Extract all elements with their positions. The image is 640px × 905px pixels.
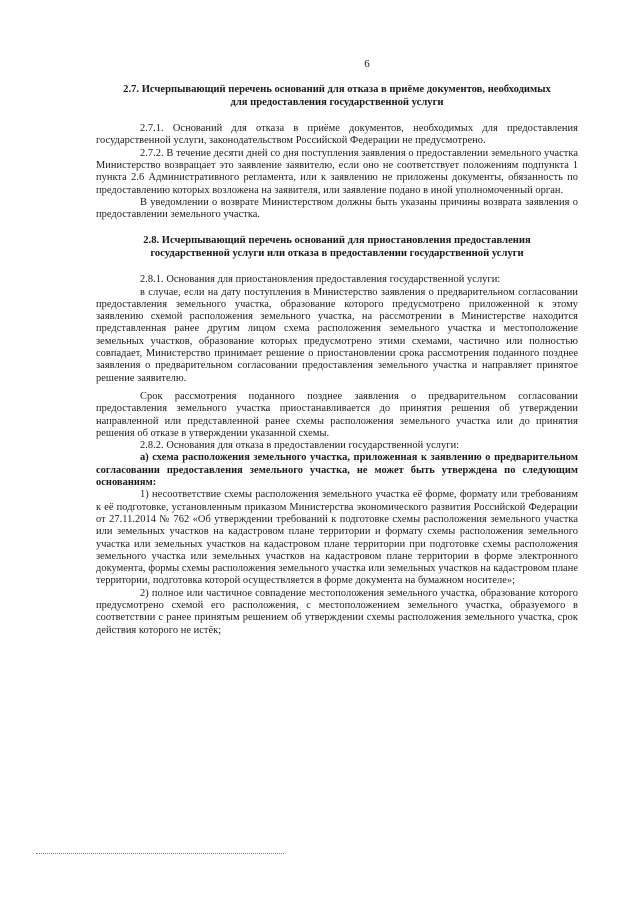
- paragraph-2-7-2: 2.7.2. В течение десяти дней со дня поступления заявления о предоставлении земельного участка Министерство возвращает это заявление заявителю, если оно не соответствует положениям подпункта 1 пункта 2.6 Административного регламента, или к заявлению не приложены документы, обязанность по предоставлению которых возложена на заявителя, или заявление подано в иной уполномоченный орган.: [96, 147, 578, 196]
- paragraph-2-8-2: 2.8.2. Основания для отказа в предоставлении государственной услуги:: [140, 440, 460, 452]
- footer-rule: [36, 853, 284, 854]
- paragraph-item-1: 1) несоответствие схемы расположения земельного участка её форме, формату или требованиям к её подготовке, установленным приказом Министерства экономического развития Российской Федерации от 27.11.2014 № 762 «Об утверждении требований к подготовке схемы расположения земельного участка или земельных участков на кадастровом плане территории и формату схемы расположения земельного участка или земельных участков на кадастровом плане территории при подготовке схемы расположения земельного участка или земельных участков на кадастровом плане территории в форме электронного документа, формы схемы расположения земельного участка или земельных участков на кадастровом плане территории, подготовка которой осуществляется в форме документа на бумажном носителе»;: [96, 489, 578, 587]
- paragraph-return-notice: В уведомлении о возврате Министерством должны быть указаны причины возврата заявления о предоставлении земельного участка.: [96, 196, 578, 221]
- paragraph-2-8-1: 2.8.1. Основания для приостановления предоставления государственной услуги:: [140, 274, 501, 286]
- paragraph-suspension-case: в случае, если на дату поступления в Министерство заявления о предварительном согласовании предоставления земельного участка, образование которого предусмотрено приложенной к этому заявлению схемой расположения земельного участка, на рассмотрении в Министерстве находится представленная ранее другим лицом схема расположения земельного участка и местоположение земельных участков, образование которых предусмотрено этими схемами, частично или полностью совпадает, Министерство принимает решение о приостановлении срока рассмотрения поданного позднее заявления о предварительном согласовании предоставления земельного участка и направляет принятое решение заявителю.: [96, 286, 578, 384]
- paragraph-item-2: 2) полное или частичное совпадение местоположения земельного участка, образование которого предусмотрено схемой его расположения, с местоположением земельного участка, образуемого в соответствии с ранее принятым решением об утверждении схемы расположения земельного участка, срок действия которого не истёк;: [96, 587, 578, 636]
- paragraph-suspension-term: Срок рассмотрения поданного позднее заявления о предварительном согласовании предоставления земельного участка приостанавливается до принятия решения об утверждении направленной или представленной ранее схемы расположения земельного участка или до принятия решения об отказе в утверждении указанной схемы.: [96, 390, 578, 439]
- section-2-8-heading: 2.8. Исчерпывающий перечень оснований для приостановления предоставления государственной услуги или отказа в предоставлении государственной услуги: [143, 235, 531, 259]
- page-number: 6: [364, 58, 370, 70]
- paragraph-item-a: а) схема расположения земельного участка, приложенная к заявлению о предварительном согласовании предоставления земельного участка, не может быть утверждена по следующим основаниям:: [96, 452, 578, 489]
- section-2-7-heading: 2.7. Исчерпывающий перечень оснований для отказа в приёме документов, необходимых для предоставления государственной услуги: [123, 84, 551, 108]
- paragraph-2-7-1: 2.7.1. Оснований для отказа в приёме документов, необходимых для предоставления государственной услуги, законодательством Российской Федерации не предусмотрено.: [96, 123, 578, 147]
